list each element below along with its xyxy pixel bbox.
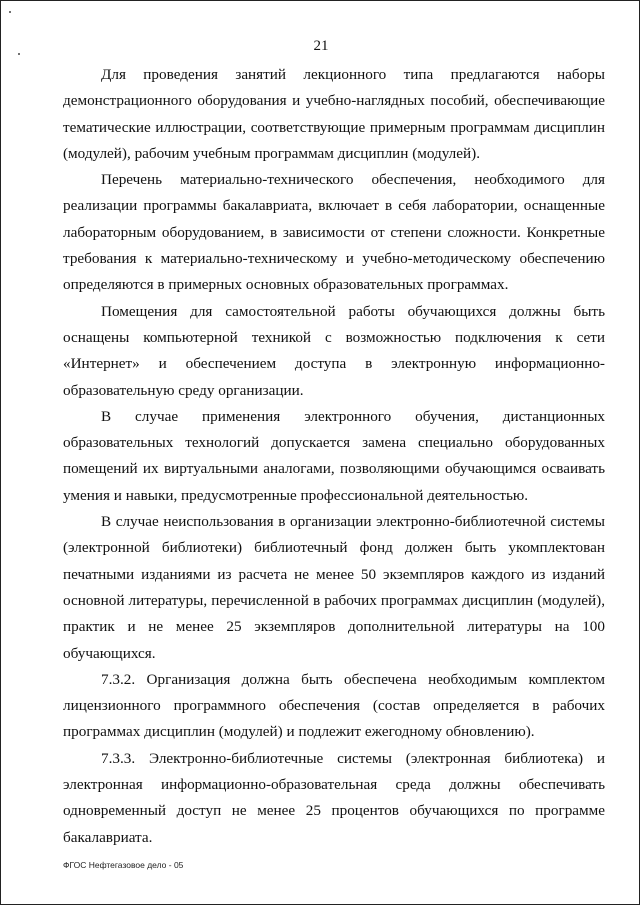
paragraph-lecture-equipment: Для проведения занятий лекционного типа предлагаются наборы демонстрационного оборудования и учебно-наглядных пособий, обеспечивающие тематические иллюстрации, соответствующие примерным программам дисциплин (модулей), рабочим учебным программам дисциплин (модулей). xyxy=(63,66,605,162)
paragraph-e-learning: В случае применения электронного обучения, дистанционных образовательных технологий допускается замена специально оборудованных помещений их виртуальными аналогами, позволяющими обучающимся осваивать умения и навыки, предусмотренные профессиональной деятельностью. xyxy=(63,407,605,504)
page-number: 21 xyxy=(313,38,329,54)
document-footer: ФГОС Нефтегазовое дело - 05 xyxy=(63,860,184,870)
paragraph-7-3-3-e-library: 7.3.3. Электронно-библиотечные системы (электронная библиотека) и электронная информационно-образовательная среда должны обеспечивать одновременный доступ не менее 25 процентов обучающихся по программе бакалавриата. xyxy=(63,749,605,846)
paragraph-material-support: Перечень материально-технического обеспечения, необходимого для реализации программы бакалавриата, включает в себя лаборатории, оснащенные лабораторным оборудованием, в зависимости от степени сложности. Конкретные требования к материально-техническому и учебно-методическому обеспечению определяются в примерных основных образовательных программах. xyxy=(63,171,605,294)
paragraph-library-fund: В случае неиспользования в организации электронно-библиотечной системы (электронной библиотеки) библиотечный фонд должен быть укомплектован печатными изданиями из расчета не менее 50 экземпляров каждого из изданий основной литературы, перечисленной в рабочих программах дисциплин (модулей), практик и не менее 25 экземпляров дополнительной литературы на 100 обучающихся. xyxy=(63,513,605,662)
scan-speck xyxy=(9,11,11,13)
document-body xyxy=(63,62,605,851)
paragraph-7-3-2-software: 7.3.2. Организация должна быть обеспечена необходимым комплектом лицензионного программного обеспечения (состав определяется в рабочих программах дисциплин (модулей) и подлежит ежегодному обновлению). xyxy=(63,670,605,741)
paragraph-self-study-rooms: Помещения для самостоятельной работы обучающихся должны быть оснащены компьютерной техникой с возможностью подключения к сети «Интернет» и обеспечением доступа в электронную информационно-образовательную среду организации. xyxy=(63,302,605,399)
